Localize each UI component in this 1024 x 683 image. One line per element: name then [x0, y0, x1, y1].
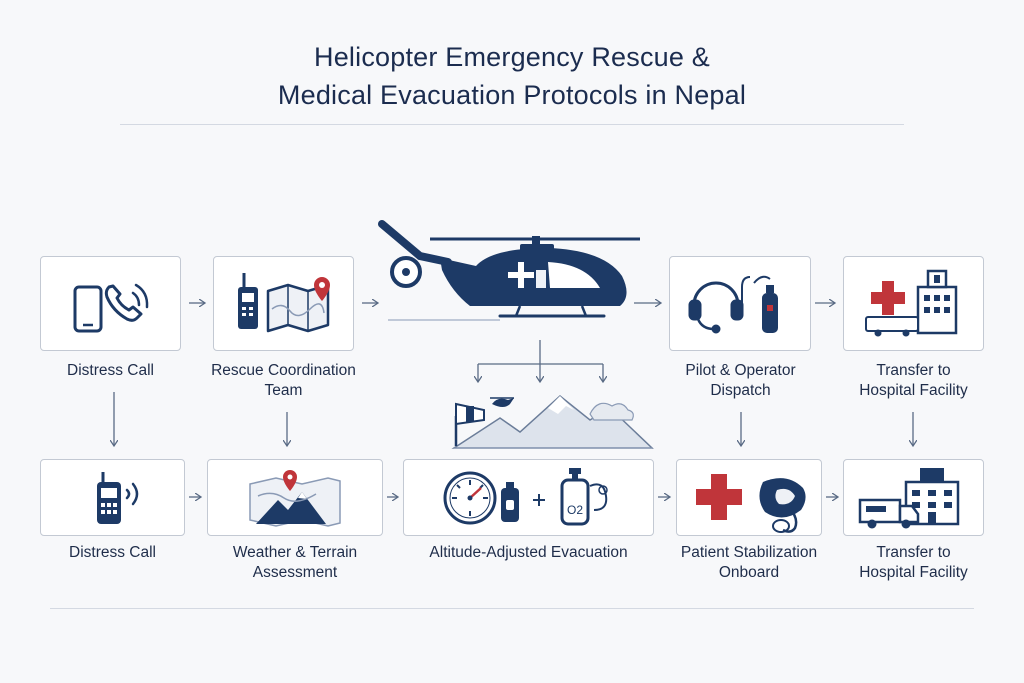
step-label-pilot-dispatch: Pilot & Operator Dispatch — [685, 362, 796, 399]
step-label-weather-terrain: Weather & Terrain Assessment — [232, 544, 358, 581]
diagram-title-line-1: Helicopter Emergency Rescue & — [314, 42, 710, 72]
oxygen-label: O2 — [566, 503, 584, 517]
step-label-distress-call-bottom: Distress Call — [69, 544, 156, 561]
mountain-weather-icon — [454, 396, 652, 448]
small-helicopter-icon — [490, 398, 514, 407]
helicopter-branch-arrows — [478, 340, 603, 382]
diagram-title-line-2: Medical Evacuation Protocols in Nepal — [277, 80, 747, 110]
step-label-patient-stabilization: Patient Stabilization Onboard — [680, 544, 818, 581]
step-label-distress-call-top: Distress Call — [67, 362, 154, 379]
step-label-rescue-coordination: Rescue Coordination Team — [211, 362, 356, 399]
step-label-hospital-transfer-top: Transfer to Hospital Facility — [859, 362, 968, 399]
step-label-hospital-transfer-bottom: Transfer to Hospital Facility — [859, 544, 968, 581]
helicopter-icon — [382, 224, 640, 316]
step-label-altitude-evacuation: Altitude-Adjusted Evacuation — [429, 544, 628, 561]
